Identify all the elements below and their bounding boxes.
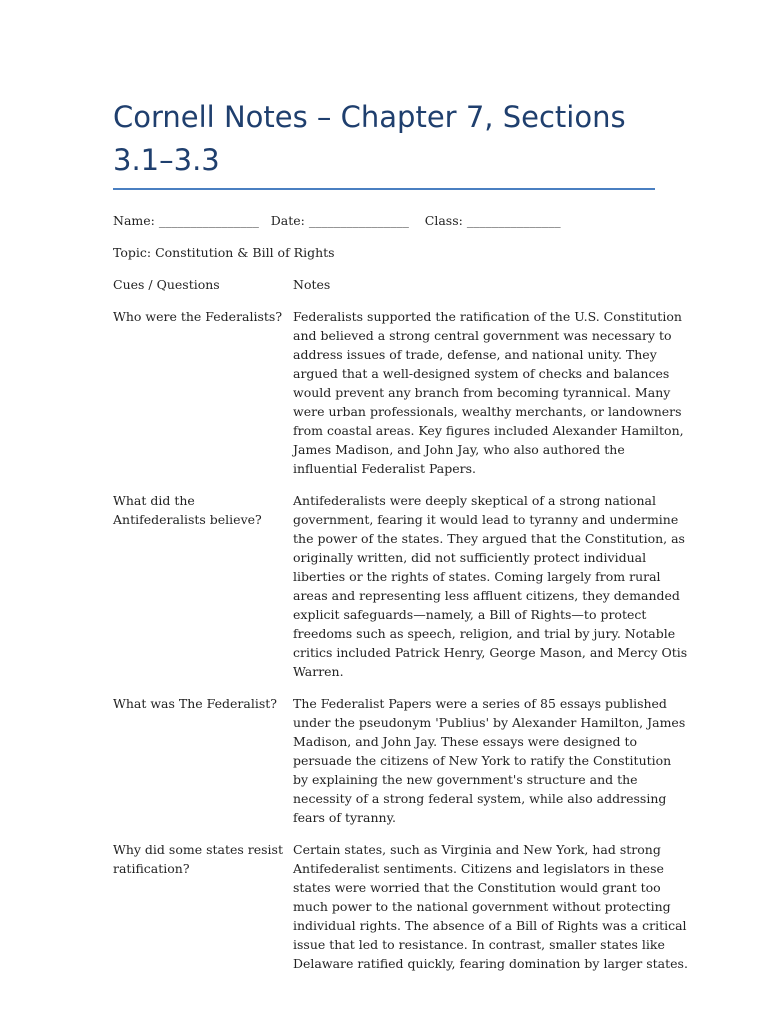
notes-entry bbox=[113, 694, 688, 827]
cue-question bbox=[113, 694, 293, 827]
document-page bbox=[113, 96, 688, 973]
notes-entry bbox=[113, 491, 688, 681]
student-info-line bbox=[113, 211, 688, 230]
cue-question bbox=[113, 307, 293, 478]
cue-text: What was The Federalist? bbox=[113, 696, 277, 711]
class-label: Class: bbox=[424, 213, 463, 228]
date-blank: ________________ bbox=[308, 213, 409, 228]
cue-text: Why did some states resist ratification? bbox=[113, 842, 283, 876]
cue-text: What did the Antifederalists believe? bbox=[113, 493, 262, 527]
note-text: Certain states, such as Virginia and New York, had strong Antifederalist sentiments. Citizens and legislators in these states were worried that the Constitution would grant too much power to the national government without protecting individual rights. The absence of a Bill of Rights was a critical issue that led to resistance. In contrast, smaller states like Delaware ratified quickly, fearing domination by larger states. bbox=[293, 842, 688, 971]
column-headers bbox=[113, 275, 688, 294]
cue-question bbox=[113, 840, 293, 973]
notes-header: Notes bbox=[293, 277, 331, 292]
name-blank: ________________ bbox=[158, 213, 259, 228]
notes-entry bbox=[113, 840, 688, 973]
note-text: Federalists supported the ratification of the U.S. Constitution and believed a strong central government was necessary to address issues of trade, defense, and national unity. They argued that a well-designed system of checks and balances would prevent any branch from becoming tyrannical. Many were urban professionals, wealthy merchants, or landowners from coastal areas. Key figures included Alexander Hamilton, James Madison, and John Jay, who also authored the influential Federalist Papers. bbox=[293, 309, 684, 476]
notes-entry bbox=[113, 307, 688, 478]
cue-text: Who were the Federalists? bbox=[113, 309, 283, 324]
topic-line: Topic: Constitution & Bill of Rights bbox=[113, 245, 335, 260]
note-text: Antifederalists were deeply skeptical of a strong national government, fearing it would lead to tyranny and undermine the power of the states. They argued that the Constitution, as originally written, did not sufficiently protect individual liberties or the rights of states. Coming largely from rural areas and representing less affluent citizens, they demanded explicit safeguards—namely, a Bill of Rights—to protect freedoms such as speech, religion, and trial by jury. Notable critics included Patrick Henry, George Mason, and Mercy Otis Warren. bbox=[293, 493, 688, 679]
page-title: Cornell Notes – Chapter 7, Sections 3.1–3.3 bbox=[113, 100, 626, 177]
title-divider bbox=[113, 188, 655, 190]
class-blank: _______________ bbox=[466, 213, 561, 228]
name-label: Name: bbox=[113, 213, 155, 228]
cues-header: Cues / Questions bbox=[113, 277, 220, 292]
date-label: Date: bbox=[270, 213, 305, 228]
cue-question bbox=[113, 491, 293, 681]
note-text: The Federalist Papers were a series of 85 essays published under the pseudonym 'Publius' by Alexander Hamilton, James Madison, and John Jay. These essays were designed to persuade the citizens of New York to ratify the Constitution by explaining the new government's structure and the necessity of a strong federal system, while also addressing fears of tyranny. bbox=[293, 696, 686, 825]
